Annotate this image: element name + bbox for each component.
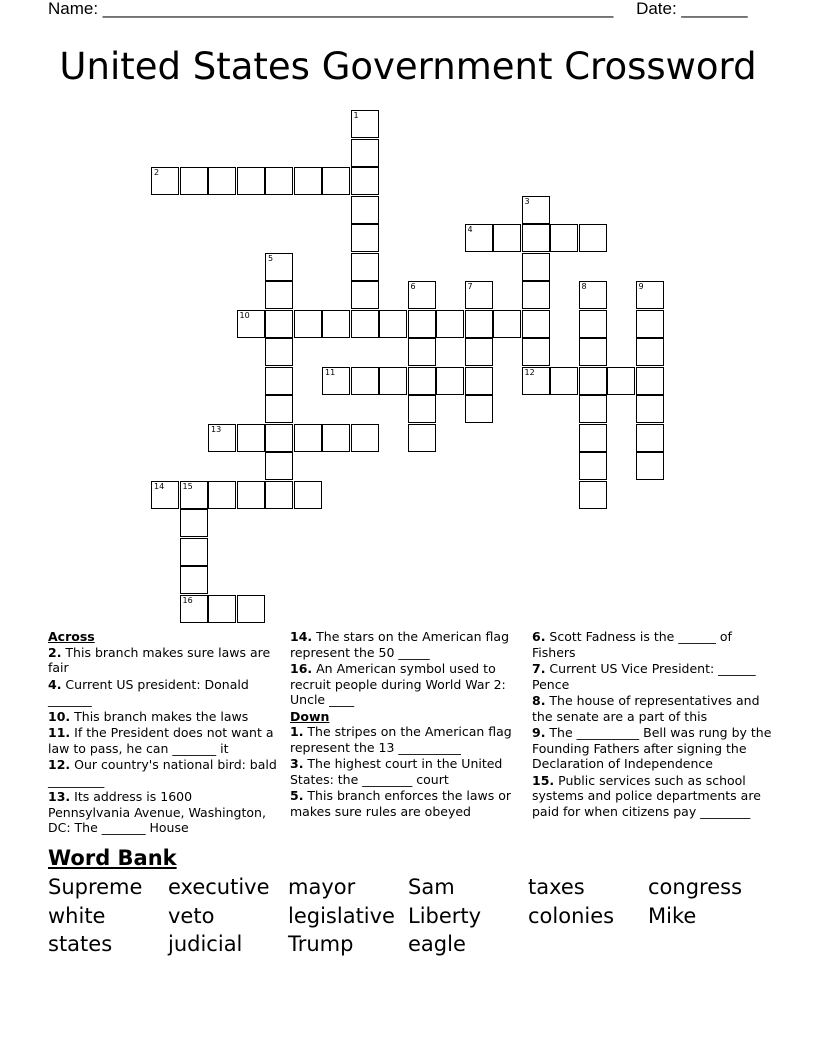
clue-text: Its address is 1600 Pennsylvania Avenue, Washington, DC: The _______ House — [48, 789, 266, 835]
grid-cell[interactable] — [322, 310, 350, 338]
word-bank-item: congress — [648, 875, 743, 899]
clue-number: 12. — [48, 757, 71, 772]
grid-cell[interactable] — [265, 481, 293, 509]
grid-cell[interactable] — [436, 310, 464, 338]
grid-cell[interactable] — [522, 367, 550, 395]
grid-cell[interactable] — [208, 167, 236, 195]
grid-cell[interactable] — [579, 367, 607, 395]
grid-cell[interactable] — [351, 224, 379, 252]
grid-cell[interactable] — [408, 395, 436, 423]
clue-number: 8 — [581, 282, 587, 291]
grid-cell[interactable] — [351, 367, 379, 395]
grid-cell[interactable] — [151, 481, 179, 509]
grid-cell[interactable] — [322, 167, 350, 195]
clue-text: The house of representatives and the senate are a part of this — [532, 693, 760, 724]
clue-item — [532, 661, 772, 692]
grid-cell[interactable] — [408, 310, 436, 338]
grid-cell[interactable] — [408, 367, 436, 395]
clue-item — [290, 724, 520, 755]
word-bank-item: veto — [168, 903, 215, 928]
clue-text: This branch makes sure laws are fair — [48, 644, 271, 675]
word-bank-item: colonies — [528, 903, 615, 928]
clue-item — [532, 773, 772, 820]
grid-cell[interactable] — [636, 452, 664, 480]
word-bank-item: executive — [168, 875, 270, 899]
word-bank-item: white — [48, 903, 106, 928]
clue-number: 14. — [290, 629, 313, 644]
grid-cell[interactable] — [493, 224, 521, 252]
word-bank-item: mayor — [288, 875, 356, 899]
down-heading: Down — [290, 708, 330, 724]
clue-item — [48, 757, 278, 788]
clue-number: 11 — [325, 367, 336, 377]
grid-cell[interactable] — [579, 481, 607, 509]
clue-text: Current US Vice President: ______ Pence — [532, 661, 756, 692]
grid-cell[interactable] — [265, 281, 293, 309]
clue-number: 7 — [467, 282, 473, 291]
grid-cell[interactable] — [294, 310, 322, 338]
grid-cell[interactable] — [579, 281, 607, 309]
grid-cell[interactable] — [237, 310, 265, 338]
grid-cell[interactable] — [379, 367, 407, 395]
grid-cell[interactable] — [522, 310, 550, 338]
grid-cell[interactable] — [636, 395, 664, 423]
grid-cell[interactable] — [208, 595, 236, 623]
clue-number: 14 — [154, 481, 165, 491]
grid-cell[interactable] — [265, 253, 293, 281]
clue-item — [532, 725, 772, 772]
clue-item — [290, 756, 520, 787]
clue-text: Current US president: Donald _______ — [48, 676, 249, 707]
grid-cell[interactable] — [351, 310, 379, 338]
clue-item — [48, 709, 278, 725]
clue-number: 13 — [211, 424, 222, 434]
clue-number: 1 — [353, 111, 359, 120]
clue-number: 11. — [48, 725, 71, 740]
clue-text: If the President does not want a law to pass, he can _______ it — [48, 725, 274, 756]
word-bank-item: Liberty — [408, 903, 482, 928]
clue-number: 12 — [524, 367, 535, 377]
grid-cell[interactable] — [208, 481, 236, 509]
grid-cell[interactable] — [465, 367, 493, 395]
clue-text: This branch enforces the laws or makes sure rules are obeyed — [290, 788, 512, 819]
grid-cell[interactable] — [351, 167, 379, 195]
grid-cell[interactable] — [579, 424, 607, 452]
grid-cell[interactable] — [465, 395, 493, 423]
grid-cell[interactable] — [180, 509, 208, 537]
grid-cell[interactable] — [607, 367, 635, 395]
clue-number: 16 — [182, 595, 193, 605]
grid-cell[interactable] — [436, 367, 464, 395]
clue-number: 10 — [239, 310, 250, 320]
grid-cell[interactable] — [408, 424, 436, 452]
grid-cell[interactable] — [636, 367, 664, 395]
clue-text: Public services such as school systems and police departments are paid for when citizens pay ________ — [532, 772, 761, 819]
clue-number: 2 — [154, 168, 160, 177]
grid-cell[interactable] — [351, 281, 379, 309]
word-bank-title: Word Bank — [48, 846, 177, 870]
clue-text: Scott Fadness is the ______ of Fishers — [532, 629, 732, 660]
word-bank — [48, 873, 808, 959]
word-bank-item: Mike — [648, 903, 697, 928]
clue-item — [48, 645, 278, 676]
clues-column-1 — [48, 629, 278, 837]
clue-item — [290, 788, 520, 819]
word-bank-item: Trump — [288, 932, 354, 956]
word-bank-item: judicial — [168, 932, 243, 956]
clue-item — [48, 677, 278, 708]
grid-cell[interactable] — [550, 367, 578, 395]
grid-cell[interactable] — [493, 310, 521, 338]
clues-column-2 — [290, 629, 520, 820]
clue-number: 1. — [290, 724, 304, 739]
grid-cell[interactable] — [265, 367, 293, 395]
grid-cell[interactable] — [322, 424, 350, 452]
clue-number: 2. — [48, 644, 62, 660]
clue-item — [48, 789, 278, 836]
word-bank-item: states — [48, 932, 113, 956]
word-bank-item: eagle — [408, 932, 466, 956]
clue-number: 15 — [182, 481, 193, 491]
clue-text: This branch makes the laws — [70, 708, 249, 724]
grid-cell[interactable] — [351, 110, 379, 138]
grid-cell[interactable] — [579, 310, 607, 338]
clue-text: Our country's national bird: bald _________ — [48, 757, 277, 788]
grid-cell[interactable] — [265, 395, 293, 423]
clue-text: The highest court in the United States: the ________ court — [290, 756, 503, 787]
grid-cell[interactable] — [522, 281, 550, 309]
grid-cell[interactable] — [265, 424, 293, 452]
grid-cell[interactable] — [237, 424, 265, 452]
word-bank-item: Sam — [408, 875, 455, 899]
clue-item — [290, 629, 520, 660]
grid-cell[interactable] — [265, 452, 293, 480]
grid-cell[interactable] — [237, 167, 265, 195]
grid-cell[interactable] — [379, 310, 407, 338]
clue-text: The stars on the American flag represent the 50 _____ — [290, 629, 510, 660]
word-bank-item: taxes — [528, 875, 585, 899]
grid-cell[interactable] — [180, 481, 208, 509]
grid-cell[interactable] — [465, 310, 493, 338]
grid-cell[interactable] — [294, 167, 322, 195]
grid-cell[interactable] — [522, 338, 550, 366]
grid-cell[interactable] — [522, 196, 550, 224]
grid-cell[interactable] — [351, 139, 379, 167]
clue-number: 7. — [532, 661, 546, 676]
grid-cell[interactable] — [408, 281, 436, 309]
grid-cell[interactable] — [208, 424, 236, 452]
clue-number: 8. — [532, 693, 546, 708]
clue-number: 13. — [48, 789, 71, 804]
clue-item — [290, 661, 520, 708]
across-heading: Across — [48, 629, 95, 644]
grid-cell[interactable] — [522, 253, 550, 281]
grid-cell[interactable] — [636, 310, 664, 338]
date-field[interactable]: Date: _______ — [636, 0, 748, 18]
clue-number: 4. — [48, 676, 62, 692]
grid-cell[interactable] — [465, 281, 493, 309]
grid-cell[interactable] — [408, 338, 436, 366]
grid-cell[interactable] — [180, 538, 208, 566]
clue-number: 6. — [532, 629, 546, 644]
grid-cell[interactable] — [636, 338, 664, 366]
clue-number: 9. — [532, 725, 546, 740]
clues-column-3 — [532, 629, 772, 820]
grid-cell[interactable] — [579, 395, 607, 423]
grid-cell[interactable] — [237, 481, 265, 509]
clue-number: 10. — [48, 708, 71, 724]
grid-cell[interactable] — [265, 338, 293, 366]
grid-cell[interactable] — [294, 481, 322, 509]
grid-cell[interactable] — [237, 595, 265, 623]
grid-cell[interactable] — [636, 281, 664, 309]
clue-text: The stripes on the American flag represent the 13 __________ — [290, 724, 512, 755]
grid-cell[interactable] — [151, 167, 179, 195]
page-title: United States Government Crossword — [59, 45, 757, 88]
clue-text: An American symbol used to recruit people during World War 2: Uncle ____ — [290, 661, 506, 707]
clue-number: 15. — [532, 772, 555, 788]
grid-cell[interactable] — [636, 424, 664, 452]
clue-number: 5 — [268, 253, 274, 263]
grid-cell[interactable] — [294, 424, 322, 452]
grid-cell[interactable] — [351, 196, 379, 224]
grid-cell[interactable] — [180, 566, 208, 594]
grid-cell[interactable] — [522, 224, 550, 252]
grid-cell[interactable] — [579, 338, 607, 366]
grid-cell[interactable] — [550, 224, 578, 252]
grid-cell[interactable] — [351, 253, 379, 281]
clue-number: 16. — [290, 661, 313, 676]
clue-item — [532, 693, 772, 724]
grid-cell[interactable] — [579, 452, 607, 480]
clue-number: 4 — [467, 225, 473, 234]
clue-number: 6 — [410, 282, 416, 291]
grid-cell[interactable] — [579, 224, 607, 252]
clue-number: 3 — [524, 196, 530, 206]
name-field[interactable]: Name: ______________________________________________________ — [48, 0, 614, 18]
clue-text: The __________ Bell was rung by the Founding Fathers after signing the Declaration of Independence — [532, 725, 772, 771]
grid-cell[interactable] — [265, 310, 293, 338]
word-bank-item: legislative — [288, 903, 395, 928]
clue-number: 5. — [290, 788, 304, 803]
clue-number: 9 — [638, 282, 644, 291]
grid-cell[interactable] — [465, 338, 493, 366]
grid-cell[interactable] — [180, 595, 208, 623]
grid-cell[interactable] — [351, 424, 379, 452]
word-bank-item: Supreme — [48, 875, 143, 899]
grid-cell[interactable] — [322, 367, 350, 395]
grid-cell[interactable] — [465, 224, 493, 252]
clue-item — [532, 629, 772, 660]
grid-cell[interactable] — [265, 167, 293, 195]
clue-number: 3. — [290, 756, 304, 771]
grid-cell[interactable] — [180, 167, 208, 195]
clue-item — [48, 725, 278, 756]
